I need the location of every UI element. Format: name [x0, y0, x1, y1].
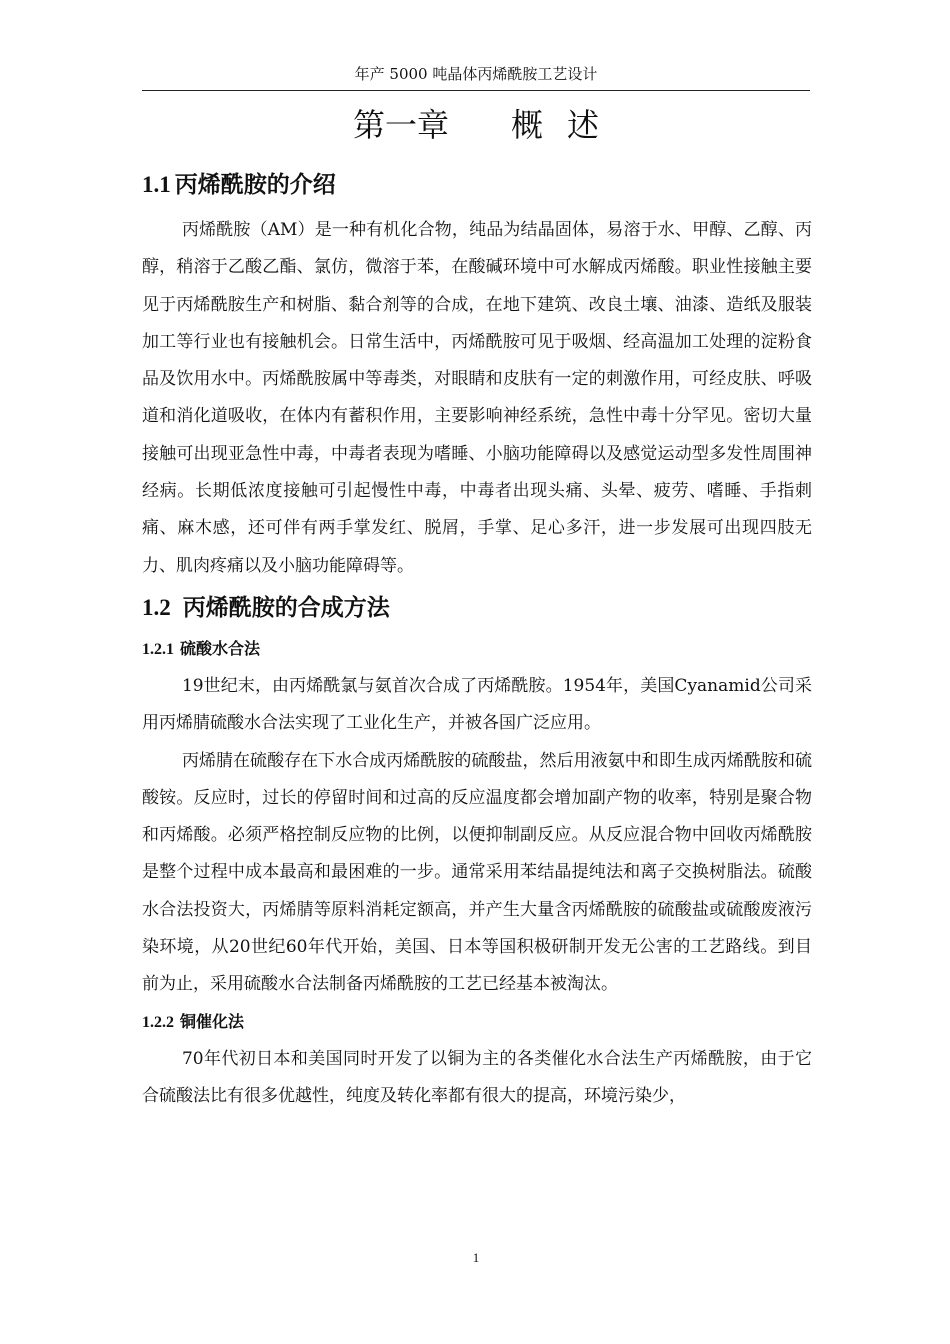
subsection-heading-1-2-1: [142, 631, 812, 668]
section-heading-1-2: [142, 585, 812, 631]
subsection-number: 1.2.1: [142, 640, 174, 658]
subsection-number: 1.2.2: [142, 1013, 174, 1031]
section-heading-1-1: [142, 162, 812, 208]
paragraph: 丙烯腈在硫酸存在下水合成丙烯酰胺的硫酸盐，然后用液氨中和即生成丙烯酰胺和硫酸铵。反应时，过长的停留时间和过高的反应温度都会增加副产物的收率，特别是聚合物和丙烯酸。必须严格控制反应物的比例，以便抑制副反应。从反应混合物中回收丙烯酰胺是整个过程中成本最高和最困难的一步。通常采用苯结晶提纯法和离子交换树脂法。硫酸水合法投资大，丙烯腈等原料消耗定额高，并产生大量含丙烯酰胺的硫酸盐或硫酸废液污染环境，从20世纪60年代开始，美国、日本等国积极研制开发无公害的工艺路线。到目前为止，采用硫酸水合法制备丙烯酰胺的工艺已经基本被淘汰。: [142, 750, 812, 995]
section-number: 1.2: [142, 594, 171, 620]
page-content: [142, 162, 812, 1115]
chapter-name-char-2: 述: [567, 106, 600, 144]
subsection-title: 硫酸水合法: [180, 638, 261, 658]
paragraph: 19世纪末，由丙烯酰氯与氨首次合成了丙烯酰胺。1954年，美国Cyanamid公司采用丙烯腈硫酸水合法实现了工业化生产，并被各国广泛应用。: [142, 675, 812, 734]
paragraph: 70年代初日本和美国同时开发了以铜为主的各类催化水合法生产丙烯酰胺，由于它合硫酸法比有很多优越性，纯度及转化率都有很大的提高，环境污染少，: [142, 1048, 812, 1106]
section-number: 1.1: [142, 172, 171, 197]
subsection-title: 铜催化法: [180, 1011, 245, 1031]
subsection-heading-1-2-2: [142, 1004, 812, 1041]
running-header: 年产 5000 吨晶体丙烯酰胺工艺设计: [354, 65, 598, 83]
chapter-title: [142, 100, 810, 150]
section-title: 丙烯酰胺的合成方法: [182, 593, 390, 621]
paragraph: 丙烯酰胺（AM）是一种有机化合物，纯品为结晶固体，易溶于水、甲醇、乙醇、丙醇，稍溶于乙酸乙酯、氯仿，微溶于苯，在酸碱环境中可水解成丙烯酸。职业性接触主要见于丙烯酰胺生产和树脂、黏合剂等的合成，在地下建筑、改良土壤、油漆、造纸及服装加工等行业也有接触机会。日常生活中，丙烯酰胺可见于吸烟、经高温加工处理的淀粉食品及饮用水中。丙烯酰胺属中等毒类，对眼睛和皮肤有一定的刺激作用，可经皮肤、呼吸道和消化道吸收，在体内有蓄积作用，主要影响神经系统，急性中毒十分罕见。密切大量接触可出现亚急性中毒，中毒者表现为嗜睡、小脑功能障碍以及感觉运动型多发性周围神经病。长期低浓度接触可引起慢性中毒，中毒者出现头痛、头晕、疲劳、嗜睡、手指刺痛、麻木感，还可伴有两手掌发红、脱屑，手掌、足心多汗，进一步发展可出现四肢无力、肌肉疼痛以及小脑功能障碍等。: [142, 220, 812, 576]
page-number: 1: [472, 1250, 480, 1265]
section-title: 丙烯酰胺的介绍: [174, 171, 336, 198]
chapter-number: 第一章: [352, 106, 449, 144]
header-rule: [142, 90, 810, 91]
chapter-name-char-1: 概: [510, 106, 543, 144]
